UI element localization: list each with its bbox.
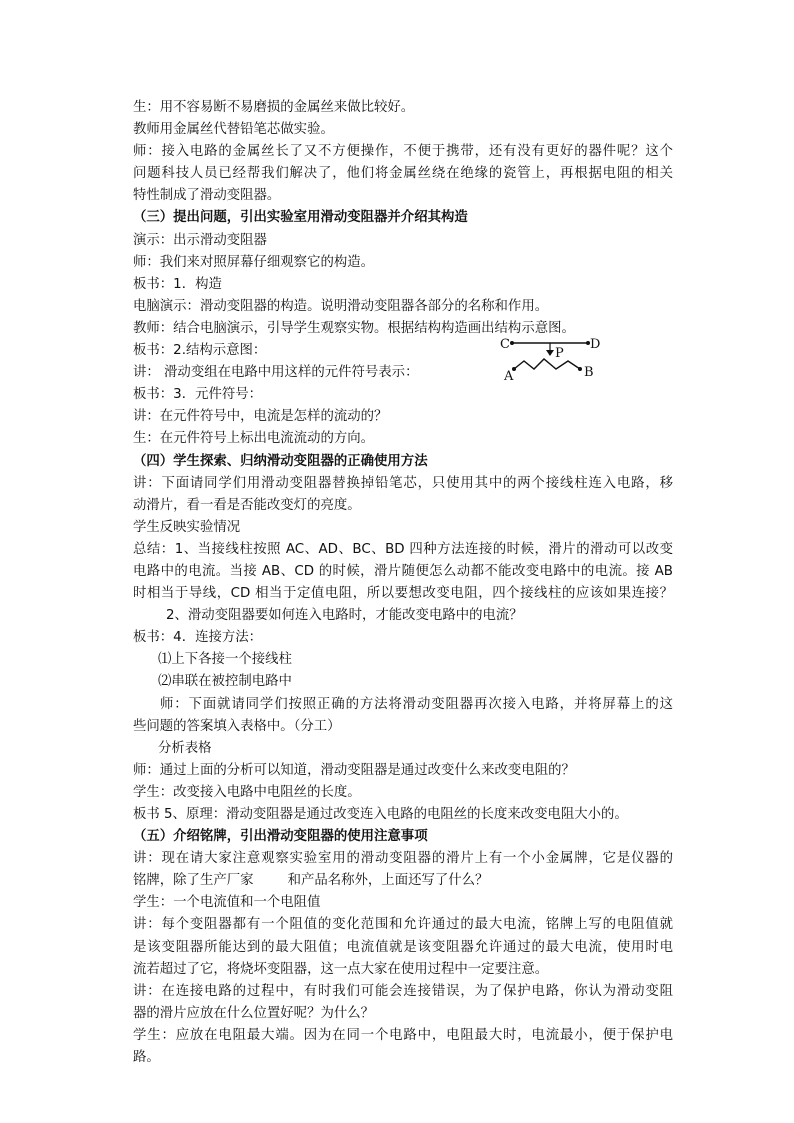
text-line: 学生：改变接入电路中电阻丝的长度。 — [133, 784, 361, 800]
section-heading-3: （三）提出问题，引出实验室用滑动变阻器并介绍其构造 — [133, 210, 468, 226]
text-line: 讲：下面请同学们用滑动变阻器替换掉铅笔芯，只使用其中的两个接线柱连入电路，移 — [133, 475, 673, 491]
text-line: 讲：在元件符号中，电流是怎样的流动的？ — [133, 409, 388, 425]
text-line: 学生反映实验情况 — [133, 519, 241, 535]
text-line: 生：用不容易断不易磨损的金属丝来做比较好。 — [133, 100, 415, 115]
text-line: 动滑片，看一看是否能改变灯的亮度。 — [133, 497, 361, 513]
list-item: ⑵串联在被控制电路中 — [158, 674, 292, 690]
text-line: 师：我们来对照屏幕仔细观察它的构造。 — [133, 254, 375, 270]
text-line: 时相当于导线，CD 相当于定值电阻，所以要想改变电阻，四个接线柱的应该如果连接？ — [133, 586, 673, 602]
text-line: 电脑演示：滑动变阻器的构造。说明滑动变阻器各部分的名称和作用。 — [133, 298, 549, 314]
text-line: 总结：1、当接线柱按照 AC、AD、BC、BD 四种方法连接的时候，滑片的滑动可以改变 — [133, 541, 673, 557]
terminal-c-dot — [510, 341, 514, 345]
label-c: C — [500, 337, 510, 352]
terminal-b-dot — [578, 367, 582, 371]
text-line: 电路中的电流。当接 AB、CD 的时候，滑片随便怎么动都不能改变电路中的电流。接 AB — [133, 563, 673, 579]
text-line: 演示：出示滑动变阻器 — [133, 232, 267, 248]
text-line: 板书 5、原理：滑动变阻器是通过改变连入电路的电阻丝的长度来改变电阻大小的。 — [133, 807, 628, 822]
label-b: B — [584, 365, 594, 380]
text-line: 讲：每个变阻器都有一个阻值的变化范围和允许通过的最大电流，铭牌上写的电阻值就 — [133, 917, 673, 933]
text-line: 讲： 滑动变组在电路中用这样的元件符号表示： — [133, 365, 419, 381]
list-item: ⑴上下各接一个接线柱 — [158, 652, 292, 668]
text-line: 特性制成了滑动变阻器。 — [133, 188, 281, 204]
label-p: P — [555, 346, 564, 361]
text-line: 板书：3．元件符号： — [133, 387, 263, 403]
text-line: 板书：2.结构示意图： — [133, 343, 267, 359]
text-line: 生：在元件符号上标出电流流动的方向。 — [133, 431, 375, 447]
rheostat-symbol-diagram — [500, 333, 610, 383]
text-line: 铭牌，除了生产厂家 和产品名称外，上面还写了什么？ — [133, 873, 489, 889]
text-line: 板书：4．连接方法： — [133, 630, 263, 646]
text-line: 学生：应放在电阻最大端。因为在同一个电路中，电阻最大时，电流最小，便于保护电 — [133, 1027, 673, 1043]
text-line: 是该变阻器所能达到的最大阻值；电流值就是该变阻器允许通过的最大电流，使用时电 — [133, 939, 673, 955]
section-heading-4: （四）学生探索、归纳滑动变阻器的正确使用方法 — [133, 453, 428, 469]
text-line: 师：通过上面的分析可以知道，滑动变阻器是通过改变什么来改变电阻的？ — [133, 762, 575, 778]
text-line: 流若超过了它，将烧坏变阻器，这一点大家在使用过程中一定要注意。 — [133, 961, 549, 977]
text-line: 些问题的答案填入表格中。（分工） — [133, 718, 341, 734]
resistor-zigzag — [514, 359, 580, 369]
text-line: 路。 — [133, 1050, 160, 1066]
text-line: 问题科技人员已经帮我们解决了，他们将金属丝绕在绝缘的瓷管上，再根据电阻的相关 — [133, 166, 673, 182]
label-d: D — [590, 337, 601, 352]
section-heading-5: （五）介绍铭牌，引出滑动变阻器的使用注意事项 — [133, 829, 428, 845]
slider-arrow-icon — [546, 350, 554, 356]
text-line: 师：接入电路的金属丝长了又不方便操作，不便于携带，还有没有更好的器件呢？这个 — [133, 144, 673, 160]
text-line: 师：下面就请同学们按照正确的方法将滑动变阻器再次接入电路，并将屏幕上的这 — [160, 696, 673, 712]
text-line: 器的滑片应放在什么位置好呢？为什么？ — [133, 1005, 375, 1021]
text-line: 2、滑动变阻器要如何连入电路时，才能改变电路中的电流？ — [166, 608, 523, 624]
text-line: 教师用金属丝代替铅笔芯做实验。 — [133, 122, 334, 138]
lesson-text — [133, 97, 673, 1069]
text-line: 板书：1．构造 — [133, 276, 222, 292]
text-line: 讲：在连接电路的过程中，有时我们可能会连接错误，为了保护电路，你认为滑动变阻 — [133, 983, 673, 999]
text-line: 讲：现在请大家注意观察实验室用的滑动变阻器的滑片上有一个小金属牌，它是仪器的 — [133, 851, 673, 867]
text-line: 教师：结合电脑演示，引导学生观察实物。根据结构构造画出结构示意图。 — [133, 320, 575, 336]
text-line: 学生：一个电流值和一个电阻值 — [133, 895, 321, 911]
label-a: A — [504, 369, 514, 383]
text-line: 分析表格 — [158, 740, 212, 756]
